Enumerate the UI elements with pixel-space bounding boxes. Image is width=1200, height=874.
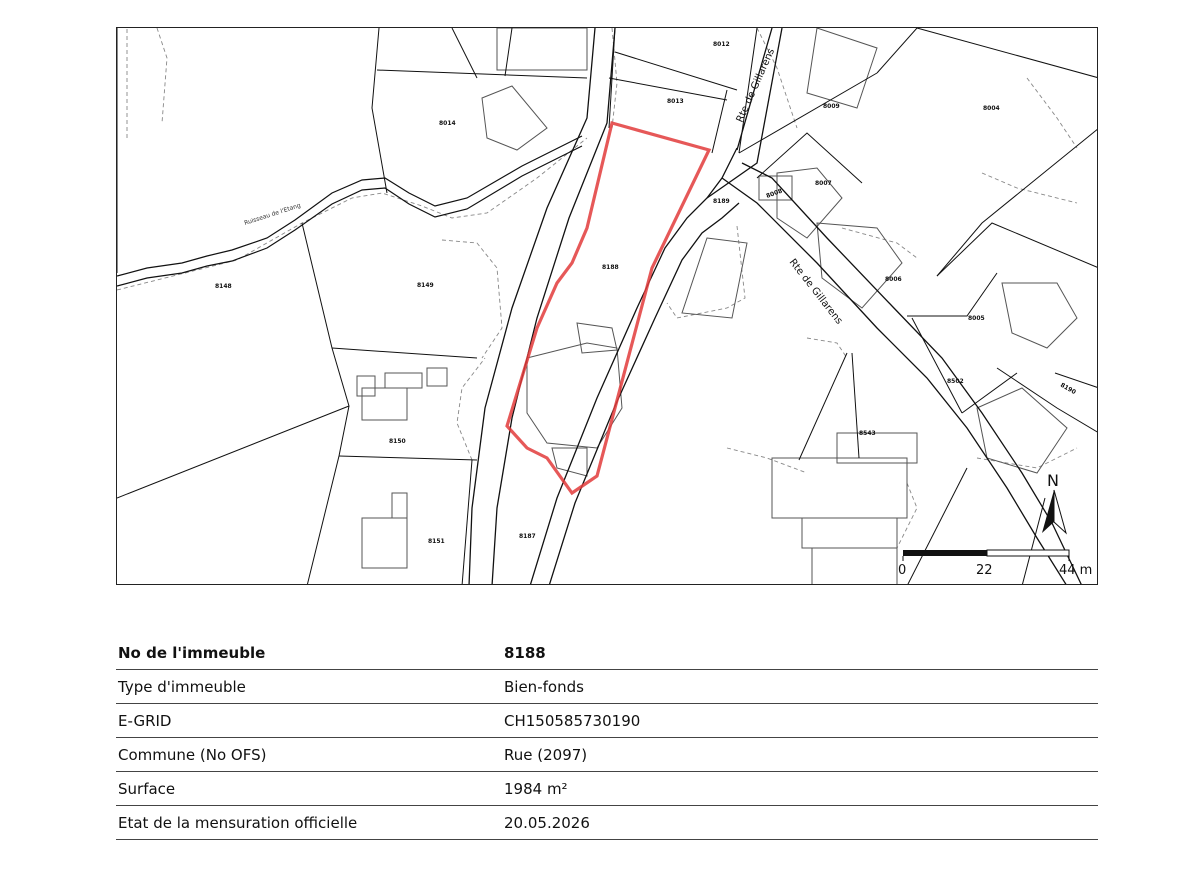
table-row bbox=[116, 636, 1098, 670]
row-label: No de l'immeuble bbox=[116, 636, 502, 670]
scale-tick-22: 22 bbox=[976, 563, 993, 578]
north-label: N bbox=[1047, 471, 1059, 490]
parcel-label: 8187 bbox=[519, 533, 536, 540]
parcel-label: 8004 bbox=[983, 105, 1000, 112]
north-arrow-icon bbox=[1042, 490, 1054, 533]
parcel-label: 8151 bbox=[428, 538, 445, 545]
row-label: Commune (No OFS) bbox=[116, 738, 502, 772]
parcel-details-table bbox=[116, 636, 1098, 840]
parcel-label: 8502 bbox=[947, 378, 964, 385]
parcel-label: 8013 bbox=[667, 98, 684, 105]
parcel-label: 8009 bbox=[823, 103, 840, 110]
row-value: 20.05.2026 bbox=[502, 806, 1098, 840]
row-label: Type d'immeuble bbox=[116, 670, 502, 704]
table-row bbox=[116, 704, 1098, 738]
buildings bbox=[357, 28, 1077, 585]
parcel-label: 8543 bbox=[859, 430, 876, 437]
row-value: Bien-fonds bbox=[502, 670, 1098, 704]
parcel-label: 8008 bbox=[765, 187, 784, 200]
table-row bbox=[116, 738, 1098, 772]
table-row bbox=[116, 772, 1098, 806]
highlighted-parcel-8188[interactable] bbox=[507, 123, 709, 493]
row-value: 8188 bbox=[502, 636, 1098, 670]
parcel-label: 8189 bbox=[713, 198, 730, 205]
row-label: Surface bbox=[116, 772, 502, 806]
map-canvas bbox=[117, 28, 1098, 585]
table-row bbox=[116, 670, 1098, 704]
stream bbox=[117, 136, 582, 286]
scale-tick-44: 44 m bbox=[1059, 563, 1093, 578]
parcel-label: 8190 bbox=[1059, 381, 1077, 397]
parcel-label: 8012 bbox=[713, 41, 730, 48]
parcel-label: 8148 bbox=[215, 283, 232, 290]
stream-label: Ruisseau de l'Etang bbox=[243, 202, 302, 227]
cadastral-map[interactable] bbox=[116, 27, 1098, 585]
scale-bar bbox=[898, 550, 1092, 578]
parcel-label: 8014 bbox=[439, 120, 456, 127]
parcel-label: 8005 bbox=[968, 315, 985, 322]
row-label: Etat de la mensuration officielle bbox=[116, 806, 502, 840]
row-value: CH150585730190 bbox=[502, 704, 1098, 738]
parcel-label: 8150 bbox=[389, 438, 406, 445]
scale-tick-0: 0 bbox=[898, 563, 907, 578]
table-row bbox=[116, 806, 1098, 840]
row-value: Rue (2097) bbox=[502, 738, 1098, 772]
road-label-rte-de-gillarens-north: Rte de Gillarens bbox=[734, 46, 778, 125]
row-label: E-GRID bbox=[116, 704, 502, 738]
parcel-label: 8007 bbox=[815, 180, 832, 187]
north-arrow bbox=[1042, 471, 1066, 533]
parcel-label: 8188 bbox=[602, 264, 619, 271]
road-label-rte-de-gillarens-south: Rte de Gillarens bbox=[786, 257, 845, 327]
row-value: 1984 m² bbox=[502, 772, 1098, 806]
parcel-label: 8149 bbox=[417, 282, 434, 289]
parcel-label: 8006 bbox=[885, 276, 902, 283]
